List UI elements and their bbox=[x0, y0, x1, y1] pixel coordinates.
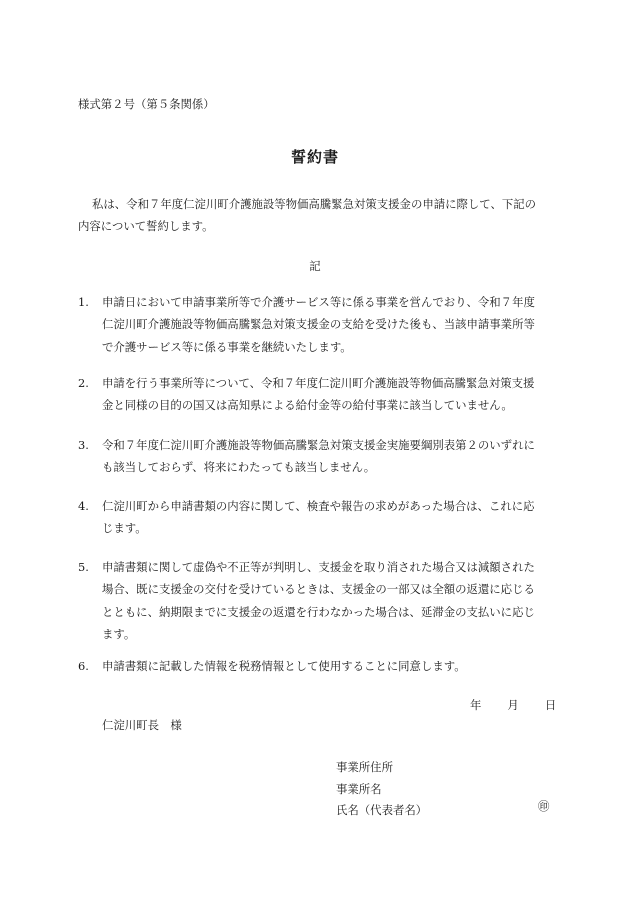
item-line: 申請日において申請事業所等で介護サービス等に係る事業を営んでおり、令和７年度 bbox=[102, 295, 535, 309]
intro-line-2: 内容について誓約します。 bbox=[78, 219, 214, 233]
item-line: ます。 bbox=[102, 627, 136, 642]
form-number: 様式第２号（第５条関係） bbox=[78, 97, 215, 111]
item-line: も該当しておらず、将来にわたっても該当しません。 bbox=[102, 460, 376, 475]
sender-block bbox=[336, 757, 427, 822]
item-line: 金と同様の目的の国又は高知県による給付金等の給付事業に該当していません。 bbox=[102, 398, 513, 413]
item-number: 3. bbox=[78, 438, 89, 452]
page-title: 誓約書 bbox=[290, 148, 339, 166]
intro-paragraph bbox=[78, 193, 556, 237]
intro-line-1: 私は、令和７年度仁淀川町介護施設等物価高騰緊急対策支援金の申請に際して、下記の bbox=[92, 197, 537, 211]
ki-heading: 記 bbox=[309, 259, 321, 273]
item-line: 申請書類に記載した情報を税務情報として使用することに同意します。 bbox=[102, 659, 466, 673]
seal-mark: ㊞ bbox=[538, 799, 550, 813]
item-text bbox=[102, 291, 556, 358]
item-text bbox=[102, 655, 556, 677]
date-day: 日 bbox=[544, 698, 557, 712]
pledge-item-6 bbox=[78, 655, 556, 677]
item-line: 令和７年度仁淀川町介護施設等物価高騰緊急対策支援金実施要綱別表第２のいずれに bbox=[102, 438, 535, 452]
item-text bbox=[102, 434, 556, 479]
pledge-item-1 bbox=[78, 291, 556, 358]
item-line: 申請書類に関して虚偽や不正等が判明し、支援金を取り消された場合又は減額された bbox=[102, 560, 535, 574]
item-line: 場合、既に支援金の交付を受けているときは、支援金の一部又は全額の返還に応じる bbox=[102, 582, 535, 597]
item-line: 仁淀川町から申請書類の内容に関して、検査や報告の求めがあった場合は、これに応 bbox=[102, 499, 535, 513]
representative-label: 氏名（代表者名） bbox=[336, 803, 428, 817]
item-number: 1. bbox=[78, 295, 89, 309]
date-month: 月 bbox=[507, 698, 519, 712]
item-text bbox=[102, 556, 556, 646]
item-number: 2. bbox=[78, 376, 89, 390]
address-label: 事業所住所 bbox=[336, 760, 393, 774]
date-year: 年 bbox=[470, 698, 482, 712]
pledge-item-4 bbox=[78, 495, 556, 540]
item-number: 4. bbox=[78, 499, 89, 513]
addressee: 仁淀川町長 様 bbox=[102, 718, 182, 732]
pledge-item-5 bbox=[78, 556, 556, 646]
pledge-item-2 bbox=[78, 372, 556, 417]
date-line bbox=[470, 697, 556, 713]
pledge-item-3 bbox=[78, 434, 556, 479]
item-number: 6. bbox=[78, 659, 89, 673]
office-name-label: 事業所名 bbox=[336, 781, 382, 796]
item-line: じます。 bbox=[102, 521, 147, 536]
item-number: 5. bbox=[78, 560, 89, 574]
item-line: とともに、納期限までに支援金の返還を行わなかった場合は、延滞金の支払いに応じ bbox=[102, 604, 535, 619]
item-text bbox=[102, 372, 556, 417]
item-line: 仁淀川町介護施設等物価高騰緊急対策支援金の支給を受けた後も、当該申請事業所等 bbox=[102, 317, 535, 332]
item-text bbox=[102, 495, 556, 540]
item-line: 申請を行う事業所等について、令和７年度仁淀川町介護施設等物価高騰緊急対策支援 bbox=[102, 376, 535, 390]
item-line: で介護サービス等に係る事業を継続いたします。 bbox=[102, 339, 352, 354]
